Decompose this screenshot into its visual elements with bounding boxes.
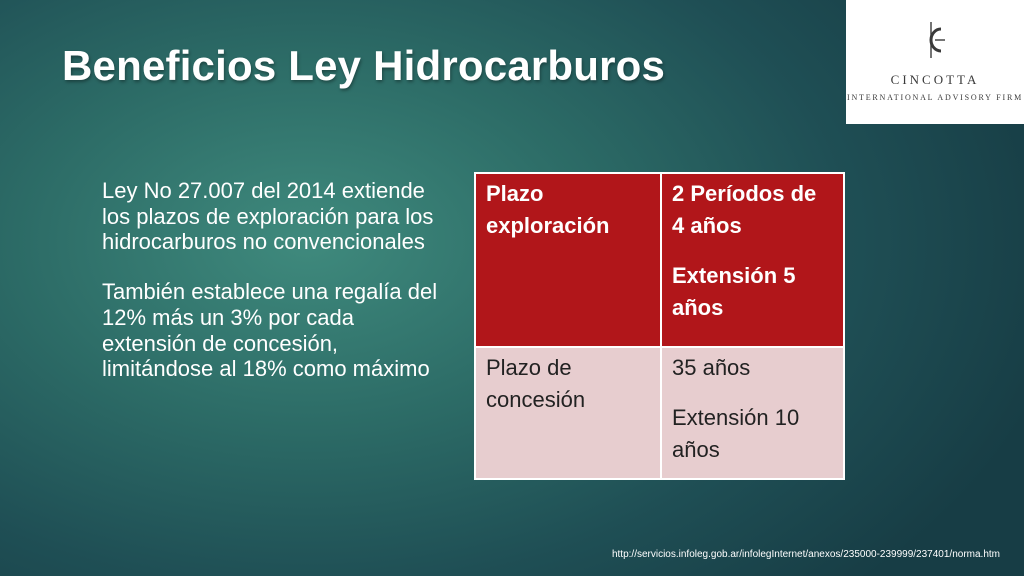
table-row bbox=[475, 173, 844, 347]
table-cell-label: Plazo exploración bbox=[475, 173, 661, 347]
cincotta-monogram-icon bbox=[920, 20, 950, 60]
source-link[interactable]: http://servicios.infoleg.gob.ar/infolegInternet/anexos/235000-239999/237401/norma.htm bbox=[611, 549, 1000, 560]
logo-subtitle: INTERNATIONAL ADVISORY FIRM bbox=[846, 93, 1023, 102]
bullet-list bbox=[102, 178, 452, 406]
bullet-item: Ley No 27.007 del 2014 extiende los plazos de exploración para los hidrocarburos no convencionales bbox=[102, 178, 434, 255]
cell-line: Extensión 10 años bbox=[672, 404, 800, 462]
cell-line: Extensión 5 años bbox=[672, 262, 796, 320]
bullet-item: También establece una regalía del 12% más un 3% por cada extensión de concesión, limitándose al 18% como máximo bbox=[102, 279, 438, 382]
cell-line: 35 años bbox=[672, 355, 751, 380]
company-logo bbox=[846, 0, 1024, 124]
table-row bbox=[475, 347, 844, 479]
cell-line: 2 Períodos de 4 años bbox=[672, 181, 817, 238]
table-cell-value bbox=[661, 173, 844, 347]
logo-name: CINCOTTA bbox=[890, 72, 980, 87]
table-cell-label: Plazo de concesión bbox=[475, 347, 661, 479]
slide-title: Beneficios Ley Hidrocarburos bbox=[62, 42, 666, 89]
hydrocarbon-terms-table bbox=[474, 172, 845, 480]
table-cell-value bbox=[661, 347, 844, 479]
